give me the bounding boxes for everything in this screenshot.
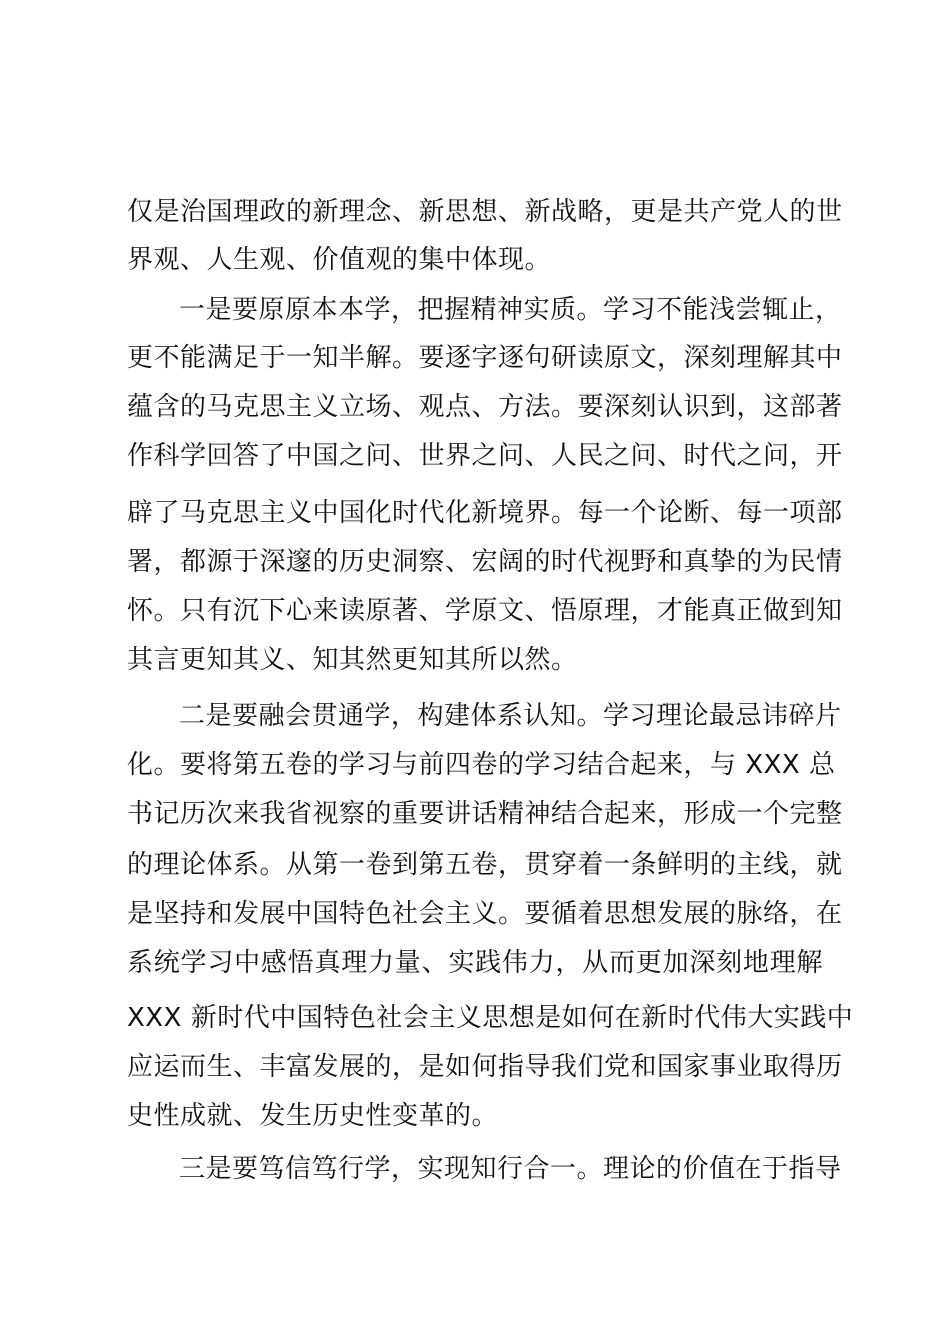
text-line: 仅是治国理政的新理念、新思想、新战略，更是共产党人的世: [127, 197, 843, 227]
text-line: 史性成就、发生历史性变革的。: [127, 1101, 499, 1131]
text-line: 怀。只有沉下心来读原著、学原文、悟原理，才能真正做到知: [127, 596, 843, 626]
text-line: 更不能满足于一知半解。要逐字逐句研读原文，深刻理解其中: [127, 343, 843, 373]
text-line: 辟了马克思主义中国化时代化新境界。每一个论断、每一项部: [127, 498, 843, 528]
text-line: 化。要将第五卷的学习与前四卷的学习结合起来，与 XXX 总: [127, 750, 836, 780]
paragraph-2-heading-line: 二是要融会贯通学，构建体系认知。学习理论最忌讳碎片: [179, 701, 842, 731]
paragraph-1-heading-line: 一是要原原本本学，把握精神实质。学习不能浅尝辄止，: [179, 295, 842, 325]
text-line: 书记历次来我省视察的重要讲话精神结合起来，形成一个完整: [127, 799, 843, 829]
paragraph-3-heading-line: 三是要笃信笃行学，实现知行合一。理论的价值在于指导: [179, 1154, 842, 1184]
text-line: 的理论体系。从第一卷到第五卷，贯穿着一条鲜明的主线，就: [127, 850, 843, 880]
text-line: 作科学回答了中国之问、世界之问、人民之问、时代之问，开: [127, 441, 843, 471]
text-line: 署，都源于深邃的历史洞察、宏阔的时代视野和真挚的为民情: [127, 547, 843, 577]
text-line: 是坚持和发展中国特色社会主义。要循着思想发展的脉络，在: [127, 899, 843, 929]
text-line: 蕴含的马克思主义立场、观点、方法。要深刻认识到，这部著: [127, 392, 843, 422]
text-line: XXX 新时代中国特色社会主义思想是如何在新时代伟大实践中: [127, 1003, 854, 1033]
text-line: 其言更知其义、知其然更知其所以然。: [127, 645, 578, 675]
text-line: 界观、人生观、价值观的集中体现。: [127, 245, 552, 275]
text-line: 应运而生、丰富发展的，是如何指导我们党和国家事业取得历: [127, 1052, 843, 1082]
text-line: 系统学习中感悟真理力量、实践伟力，从而更加深刻地理解: [127, 948, 823, 978]
